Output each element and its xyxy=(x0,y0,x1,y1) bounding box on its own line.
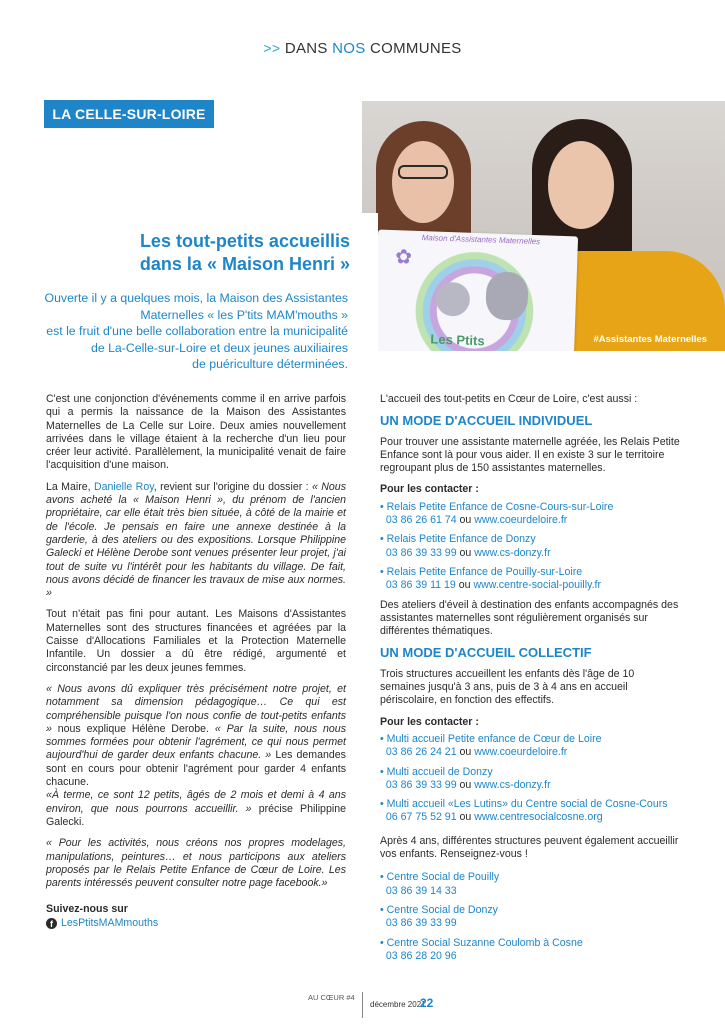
text-3: précise Philippine Galecki. xyxy=(46,802,346,828)
contact-name: • Multi accueil de Donzy xyxy=(380,765,493,778)
location-badge: LA CELLE-SUR-LOIRE xyxy=(44,100,214,128)
lead-line: de La-Celle-sur-Loire et deux jeunes auxiliaires xyxy=(90,340,348,355)
contact-item xyxy=(380,871,680,898)
follow-block xyxy=(46,903,158,929)
footer-date: décembre 2021 xyxy=(370,1000,426,1009)
contact-phone[interactable]: 03 86 28 20 96 xyxy=(385,949,457,962)
contact-phone[interactable]: 03 86 26 61 74 xyxy=(385,514,457,527)
facebook-link-label: LesPtitsMAMmouths xyxy=(61,917,159,929)
left-paragraph-3: Tout n'était pas fini pour autant. Les Maisons d'Assistantes Maternelles sont des structures financées et agréées par la Caisse d'Allocations Familiales et la Protection Maternelle Infantile. Un dossier a dû être rédigé, argumenté et circonstancié par les deux jeunes femmes. xyxy=(46,608,346,674)
facebook-link[interactable] xyxy=(46,917,158,929)
footer-magazine: AU CŒUR #4 xyxy=(308,993,355,1002)
mayor-intro: La Maire, xyxy=(46,480,94,493)
contact-phone[interactable]: 03 86 39 11 19 xyxy=(385,579,456,592)
article-title xyxy=(100,230,350,276)
contact-or: ou xyxy=(456,811,475,824)
contact-name: • Multi accueil «Les Lutins» du Centre social de Cosne-Cours xyxy=(380,798,668,811)
contact-or: ou xyxy=(456,778,475,791)
mayor-quote: « Nous avons acheté la « Maison Henri », du prénom de l'ancien propriétaire, car elle était très bien située, à côté de la mairie et de l'école. Je pensais en faire une annexe destinée à la garderie, à des ateliers ou des expositions. Lorsque Philippine Galecki et Hélène Derobe sont venues présenter leur projet, j'ai tout de suite vu l'intérêt pour les habitants du village. De fait, nous avons décidé de financer les travaux de mise aux normes. » xyxy=(46,480,346,600)
left-paragraph-4 xyxy=(46,683,346,829)
section-header xyxy=(0,40,725,57)
contact-item xyxy=(380,766,680,793)
section-word-2: NOS xyxy=(332,40,366,57)
right-paragraph-2: Des ateliers d'éveil à destination des enfants accompagnés des assistantes maternelles sont régulièrement organisés sur différentes thématiques. xyxy=(380,598,679,638)
contact-item xyxy=(380,733,680,760)
contact-name: • Relais Petite Enfance de Donzy xyxy=(380,533,536,546)
heading-collective: UN MODE D'ACCUEIL COLLECTIF xyxy=(380,645,592,661)
photo-hashtag: #Assistantes Maternelles xyxy=(593,334,707,345)
contact-item xyxy=(380,798,680,825)
contact-web[interactable]: www.centre-social-pouilly.fr xyxy=(473,579,602,592)
heading-individual: UN MODE D'ACCUEIL INDIVIDUEL xyxy=(380,413,593,429)
contact-name: • Centre Social de Pouilly xyxy=(380,871,500,884)
contact-item xyxy=(380,533,680,560)
left-column xyxy=(46,393,346,898)
quote-2: « Par la suite, nous nous sommes formées pour obtenir l'agrément, ce qui nous permet aujourd'hui de garder deux enfants chacune. » xyxy=(46,722,346,762)
right-column xyxy=(380,393,680,969)
contact-heading-2: Pour les contacter : xyxy=(380,715,479,728)
mayor-name: Danielle Roy xyxy=(94,480,154,493)
left-paragraph-1: C'est une conjonction d'événements comme il en arrive parfois qui a permis la naissance de la Maison des Assistantes Maternelles de La Celle sur Loire. Deux amies nouvellement arrivées dans le village étaient à la recherche d'un lieu pour créer leur activité. Parallèlement, la municipalité venait de faire l'acquisition d'une maison. xyxy=(46,393,346,472)
left-paragraph-2 xyxy=(46,481,346,601)
contact-name: • Multi accueil Petite enfance de Cœur de Loire xyxy=(380,732,602,745)
contact-item xyxy=(380,501,680,528)
contact-or: ou xyxy=(456,514,475,527)
article-lead xyxy=(30,290,348,373)
contact-web[interactable]: www.coeurdeloire.fr xyxy=(474,746,568,759)
photo-notch xyxy=(362,213,378,351)
contact-phone[interactable]: 03 86 39 14 33 xyxy=(385,884,457,897)
follow-heading: Suivez-nous sur xyxy=(46,903,128,915)
photo-poster xyxy=(374,230,578,351)
contact-phone[interactable]: 06 67 75 52 91 xyxy=(385,811,457,824)
section-word-1: DANS xyxy=(284,40,328,57)
quote-1: « Nous avons dû expliquer très précisément notre projet, et notamment sa dimension pédagogique… Ce qui est compréhensible puisque l'on nous confie de tout-petits enfants » xyxy=(46,682,346,735)
contact-web[interactable]: www.coeurdeloire.fr xyxy=(474,514,568,527)
section-word-3: COMMUNES xyxy=(370,40,462,57)
photo-person-left-face xyxy=(392,141,454,223)
contact-or: ou xyxy=(456,746,475,759)
facebook-icon: f xyxy=(46,918,57,929)
text-1: nous explique Hélène Derobe. xyxy=(51,722,215,735)
contact-phone[interactable]: 03 86 39 33 99 xyxy=(385,546,457,559)
contact-phone[interactable]: 03 86 39 33 99 xyxy=(385,917,457,930)
poster-title: Maison d'Assistantes Maternelles xyxy=(421,233,541,247)
butterfly-icon: ✿ xyxy=(394,246,413,269)
contact-phone[interactable]: 03 86 39 33 99 xyxy=(385,778,457,791)
contact-name: • Relais Petite Enfance de Cosne-Cours-sur-Loire xyxy=(380,500,614,513)
section-chevrons: >> xyxy=(263,40,281,56)
photo-person-right-face xyxy=(548,141,614,229)
poster-elephant xyxy=(485,271,529,320)
article-photo xyxy=(362,101,725,351)
contact-heading-1: Pour les contacter : xyxy=(380,483,479,496)
contact-web[interactable]: www.centresocialcosne.org xyxy=(474,811,603,824)
contact-web[interactable]: www.cs-donzy.fr xyxy=(474,778,551,791)
page-number: 22 xyxy=(420,996,434,1010)
contact-or: ou xyxy=(455,579,474,592)
right-paragraph-4: Après 4 ans, différentes structures peuvent également accueillir vos enfants. Renseignez-vous ! xyxy=(380,834,679,861)
contact-name: • Centre Social Suzanne Coulomb à Cosne xyxy=(380,936,583,949)
lead-line: est le fruit d'une belle collaboration entre la municipalité xyxy=(46,324,348,338)
contact-or: ou xyxy=(456,546,475,559)
right-paragraph-3: Trois structures accueillent les enfants dès l'âge de 10 semaines jusqu'à 3 ans, puis de 3 à 4 ans en accueil périscolaire, en fonction des effectifs. xyxy=(380,667,635,707)
article-title-line-2: dans la « Maison Henri » xyxy=(139,254,350,274)
lead-line: de puériculture déterminées. xyxy=(192,357,348,371)
contact-name: • Relais Petite Enfance de Pouilly-sur-Loire xyxy=(380,565,583,578)
quote-3: «À terme, ce sont 12 petits, âgés de 2 mois et demi à 4 ans environ, que nous pourrons accueillir. » xyxy=(46,789,346,815)
photo-glasses xyxy=(398,165,448,179)
contact-item xyxy=(380,566,680,593)
right-intro: L'accueil des tout-petits en Cœur de Loire, c'est aussi : xyxy=(380,393,638,405)
contact-phone[interactable]: 03 86 26 24 21 xyxy=(385,746,457,759)
left-paragraph-5: « Pour les activités, nous créons nos propres modelages, manipulations, peintures… et nous participons aux ateliers proposés par le Relais Petite Enfance de Cœur de Loire. Les parents intéressés peuvent consulter notre page facebook.» xyxy=(46,837,346,890)
lead-line: Maternelles « les P'tits MAM'mouths » xyxy=(140,307,348,322)
article-title-line-1: Les tout-petits accueillis xyxy=(139,231,350,251)
lead-line: Ouverte il y a quelques mois, la Maison des Assistantes xyxy=(44,291,348,305)
poster-logo: Les Ptits xyxy=(430,331,485,349)
contact-name: • Centre Social de Donzy xyxy=(380,903,498,916)
text-2: Les demandes sont en cours pour obtenir l'agrément pour garder 4 enfants chacune. xyxy=(46,749,346,789)
contact-web[interactable]: www.cs-donzy.fr xyxy=(474,546,551,559)
contact-item xyxy=(380,937,680,964)
mayor-intro-end: , revient sur l'origine du dossier : xyxy=(153,480,309,493)
right-paragraph-1: Pour trouver une assistante maternelle agréée, les Relais Petite Enfance sont là pour vous aider. Il en existe 3 sur le territoire regroupant plus de 150 assistantes maternelles. xyxy=(380,435,680,475)
footer-divider xyxy=(362,992,363,1018)
contact-item xyxy=(380,904,680,931)
